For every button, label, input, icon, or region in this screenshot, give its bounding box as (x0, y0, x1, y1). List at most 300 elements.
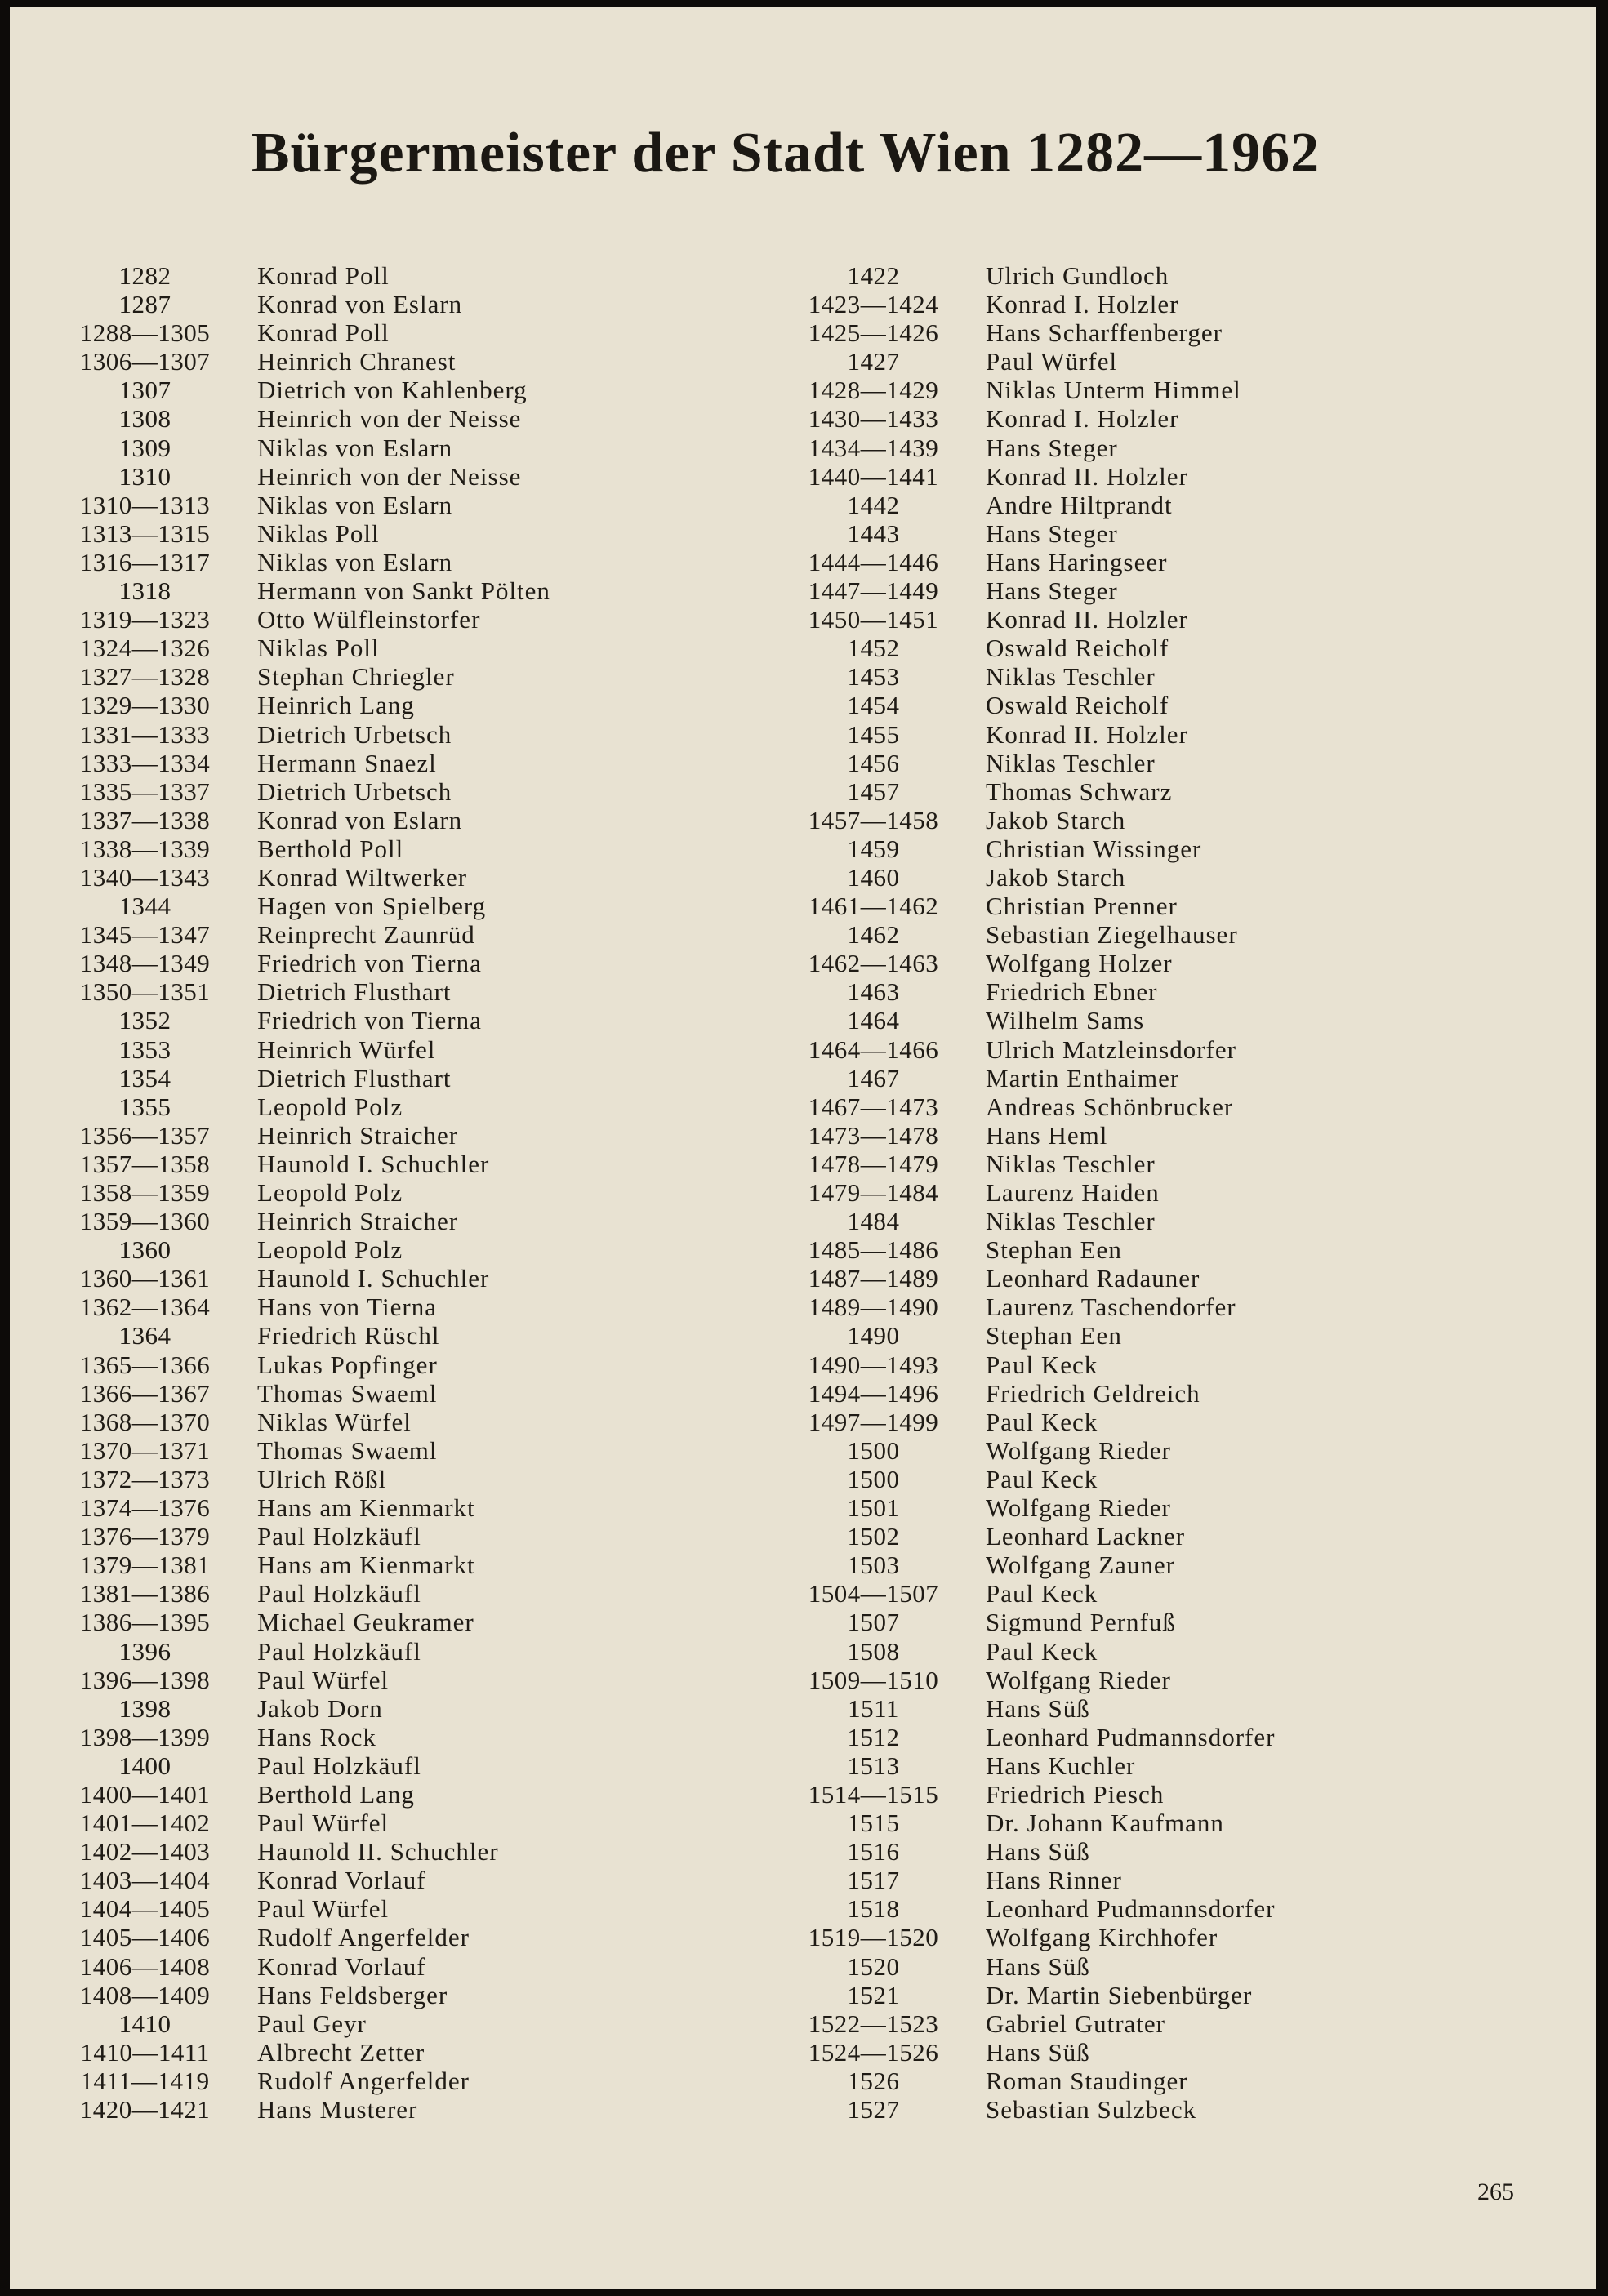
list-item (57, 404, 550, 433)
list-item (786, 290, 1275, 318)
term-years: 1333—1334 (79, 748, 211, 777)
list-item (57, 777, 550, 806)
term-years: 1430—1433 (808, 404, 939, 434)
list-item (57, 1866, 550, 1894)
term-years: 1511 (848, 1693, 899, 1723)
list-item (786, 806, 1275, 834)
list-item (786, 1350, 1275, 1379)
term-years: 1327—1328 (79, 662, 211, 692)
list-item (57, 605, 550, 634)
list-item (57, 1923, 550, 1951)
term-years: 1467 (847, 1063, 900, 1092)
mayor-name: Gabriel Gutrater (986, 2009, 1165, 2038)
term-years: 1461—1462 (808, 892, 939, 921)
list-item (786, 347, 1275, 376)
mayor-name: Dietrich Urbetsch (257, 719, 452, 749)
mayor-name: Hans Rock (257, 1722, 376, 1751)
term-years: 1396 (118, 1636, 171, 1666)
term-years: 1420—1421 (79, 2095, 211, 2124)
term-years: 1515 (847, 1809, 900, 1838)
mayor-name: Sebastian Ziegelhauser (986, 920, 1238, 950)
term-years: 1365—1366 (79, 1350, 211, 1379)
list-item (786, 548, 1275, 576)
mayor-name: Wolfgang Rieder (986, 1665, 1171, 1694)
term-years: 1464 (847, 1006, 900, 1035)
mayor-name: Niklas Poll (257, 634, 380, 663)
term-years: 1507 (847, 1608, 900, 1637)
term-years: 1335—1337 (79, 776, 211, 806)
list-item (57, 1235, 550, 1264)
mayor-name: Paul Holzkäufl (257, 1751, 421, 1780)
mayor-name: Sebastian Sulzbeck (986, 2095, 1197, 2124)
term-years: 1487—1489 (808, 1264, 939, 1293)
term-years: 1478—1479 (808, 1149, 939, 1178)
mayor-name: Hans Steger (986, 576, 1118, 606)
term-years: 1513 (847, 1751, 900, 1780)
list-item (57, 1694, 550, 1723)
term-years: 1423—1424 (808, 290, 939, 319)
term-years: 1348—1349 (79, 949, 211, 978)
mayor-name: Friedrich von Tierna (257, 1006, 482, 1035)
term-years: 1484 (847, 1207, 900, 1236)
list-item (57, 1894, 550, 1923)
list-item (57, 576, 550, 605)
mayor-name: Friedrich Rüschl (257, 1321, 440, 1350)
mayor-name: Dietrich Urbetsch (257, 776, 452, 806)
mayor-name: Heinrich Chranest (257, 347, 457, 376)
mayor-name: Hans am Kienmarkt (257, 1493, 475, 1523)
list-item (786, 1981, 1275, 2009)
mayor-name: Konrad Vorlauf (257, 1951, 426, 1981)
list-item (57, 2038, 550, 2067)
term-years: 1310 (118, 461, 171, 491)
term-years: 1368—1370 (79, 1407, 211, 1436)
term-years: 1443 (847, 518, 900, 548)
mayor-name: Friedrich Piesch (986, 1779, 1165, 1809)
mayor-name: Jakob Starch (986, 862, 1126, 892)
term-years: 1444—1446 (808, 547, 939, 576)
term-years: 1324—1326 (79, 634, 211, 663)
mayor-name: Hermann Snaezl (257, 748, 437, 777)
mayor-name: Paul Holzkäufl (257, 1636, 421, 1666)
list-item (57, 1751, 550, 1780)
term-years: 1519—1520 (808, 1923, 939, 1952)
mayor-name: Konrad von Eslarn (257, 805, 463, 834)
term-years: 1500 (847, 1464, 900, 1493)
list-item (786, 1579, 1275, 1608)
list-item (786, 1121, 1275, 1150)
term-years: 1376—1379 (79, 1522, 211, 1551)
term-years: 1494—1496 (808, 1378, 939, 1408)
list-item (57, 2009, 550, 2038)
term-years: 1316—1317 (79, 547, 211, 576)
term-years: 1504—1507 (808, 1579, 939, 1609)
term-years: 1410 (118, 2009, 171, 2038)
list-item (786, 1408, 1275, 1436)
term-years: 1457—1458 (808, 805, 939, 834)
list-item (786, 863, 1275, 892)
mayor-name: Jakob Starch (986, 805, 1126, 834)
term-years: 1307 (118, 376, 171, 405)
mayor-name: Heinrich von der Neisse (257, 404, 522, 434)
mayor-name: Heinrich Lang (257, 691, 415, 720)
mayor-name: Leonhard Pudmannsdorfer (986, 1894, 1276, 1924)
term-years: 1372—1373 (79, 1464, 211, 1493)
term-years: 1340—1343 (79, 862, 211, 892)
mayor-name: Paul Würfel (257, 1665, 390, 1694)
mayor-name: Niklas von Eslarn (257, 490, 453, 519)
mayor-name: Konrad II. Holzler (986, 605, 1188, 634)
list-item (57, 863, 550, 892)
mayor-name: Niklas Unterm Himmel (986, 376, 1241, 405)
mayor-name: Roman Staudinger (986, 2066, 1188, 2095)
list-item (57, 892, 550, 920)
mayor-name: Dietrich Flusthart (257, 977, 452, 1007)
list-item (57, 1579, 550, 1608)
term-years: 1459 (847, 834, 900, 863)
term-years: 1401—1402 (79, 1809, 211, 1838)
mayor-name: Hans Musterer (257, 2095, 418, 2124)
list-item (786, 977, 1275, 1006)
mayor-name: Wolfgang Rieder (986, 1435, 1171, 1465)
list-item (786, 777, 1275, 806)
list-item (57, 1350, 550, 1379)
mayor-name: Paul Keck (986, 1350, 1098, 1379)
list-item (57, 1035, 550, 1064)
list-item (786, 1894, 1275, 1923)
term-years: 1357—1358 (79, 1149, 211, 1178)
mayor-name: Paul Holzkäufl (257, 1579, 421, 1609)
term-years: 1485—1486 (808, 1235, 939, 1265)
list-item (786, 1150, 1275, 1178)
mayor-name: Wilhelm Sams (986, 1006, 1145, 1035)
mayor-name: Niklas Teschler (986, 748, 1156, 777)
term-years: 1489—1490 (808, 1293, 939, 1322)
term-years: 1442 (847, 490, 900, 519)
mayor-name: Heinrich Würfel (257, 1035, 436, 1064)
mayor-name: Heinrich Straicher (257, 1207, 459, 1236)
list-item (786, 1436, 1275, 1465)
term-years: 1456 (847, 748, 900, 777)
term-years: 1306—1307 (79, 347, 211, 376)
list-item (57, 806, 550, 834)
mayor-name: Paul Würfel (986, 347, 1118, 376)
mayor-name: Albrecht Zetter (257, 2037, 425, 2067)
mayor-name: Paul Würfel (257, 1809, 390, 1838)
list-item (57, 347, 550, 376)
term-years: 1479—1484 (808, 1178, 939, 1207)
list-item (786, 1866, 1275, 1894)
mayor-name: Niklas von Eslarn (257, 547, 453, 576)
page-title: Bürgermeister der Stadt Wien 1282—1962 (251, 122, 1321, 185)
term-years: 1405—1406 (79, 1923, 211, 1952)
list-item (57, 920, 550, 949)
mayor-name: Andreas Schönbrucker (986, 1092, 1234, 1121)
list-item (786, 576, 1275, 605)
mayor-name: Paul Geyr (257, 2009, 367, 2038)
list-item (786, 1923, 1275, 1951)
list-item (57, 977, 550, 1006)
term-years: 1473—1478 (808, 1120, 939, 1150)
term-years: 1354 (118, 1063, 171, 1092)
mayor-name: Hans Feldsberger (257, 1980, 448, 2009)
list-item (57, 1637, 550, 1666)
term-years: 1337—1338 (79, 805, 211, 834)
mayor-name: Michael Geukramer (257, 1608, 474, 1637)
mayor-name: Thomas Schwarz (986, 776, 1173, 806)
term-years: 1455 (847, 719, 900, 749)
mayor-name: Leopold Polz (257, 1178, 403, 1207)
list-item (786, 1637, 1275, 1666)
mayor-name: Ulrich Gundloch (986, 261, 1169, 290)
list-item (786, 1522, 1275, 1551)
term-years: 1386—1395 (79, 1608, 211, 1637)
list-item (57, 548, 550, 576)
term-years: 1454 (847, 691, 900, 720)
list-item (57, 749, 550, 777)
term-years: 1370—1371 (79, 1435, 211, 1465)
list-item (786, 2009, 1275, 2038)
term-years: 1287 (118, 290, 171, 319)
list-item (786, 2067, 1275, 2095)
mayor-name: Oswald Reicholf (986, 691, 1169, 720)
mayor-name: Martin Enthaimer (986, 1063, 1180, 1092)
list-item (57, 519, 550, 548)
term-years: 1514—1515 (808, 1779, 939, 1809)
list-item (57, 662, 550, 691)
term-years: 1521 (847, 1980, 900, 2009)
list-item (786, 634, 1275, 662)
term-years: 1360 (118, 1235, 171, 1265)
mayor-name: Berthold Poll (257, 834, 404, 863)
term-years: 1422 (847, 261, 900, 290)
mayor-name: Leonhard Lackner (986, 1522, 1186, 1551)
mayor-name: Dr. Martin Siebenbürger (986, 1980, 1253, 2009)
list-item (57, 1379, 550, 1408)
term-years: 1520 (847, 1951, 900, 1981)
mayor-name: Hans Heml (986, 1120, 1108, 1150)
list-item (786, 1465, 1275, 1493)
term-years: 1463 (847, 977, 900, 1007)
list-item (786, 1493, 1275, 1522)
mayor-name: Paul Würfel (257, 1894, 390, 1924)
mayor-name: Hagen von Spielberg (257, 892, 487, 921)
term-years: 1518 (847, 1894, 900, 1924)
list-item (786, 376, 1275, 404)
mayor-name: Otto Wülfleinstorfer (257, 605, 481, 634)
term-years: 1355 (118, 1092, 171, 1121)
list-item (57, 290, 550, 318)
mayor-name: Oswald Reicholf (986, 634, 1169, 663)
term-years: 1308 (118, 404, 171, 434)
mayor-name: Haunold I. Schuchler (257, 1149, 490, 1178)
list-item (786, 1608, 1275, 1636)
term-years: 1350—1351 (79, 977, 211, 1007)
list-item (57, 1465, 550, 1493)
list-item (786, 1780, 1275, 1809)
list-item (786, 920, 1275, 949)
list-item (786, 1035, 1275, 1064)
list-item (786, 1809, 1275, 1837)
list-item (57, 1780, 550, 1809)
mayor-name: Hans von Tierna (257, 1293, 437, 1322)
list-item (786, 404, 1275, 433)
mayor-name: Niklas Teschler (986, 1149, 1156, 1178)
list-item (57, 1981, 550, 2009)
list-item (786, 1694, 1275, 1723)
term-years: 1345—1347 (79, 920, 211, 950)
list-item (57, 1493, 550, 1522)
term-years: 1309 (118, 433, 171, 462)
mayor-name: Konrad von Eslarn (257, 290, 463, 319)
list-item (786, 1723, 1275, 1751)
list-item (57, 1006, 550, 1035)
term-years: 1360—1361 (79, 1264, 211, 1293)
mayor-name: Ulrich Rößl (257, 1464, 387, 1493)
list-item (57, 720, 550, 749)
term-years: 1379—1381 (79, 1551, 211, 1580)
mayor-name: Thomas Swaeml (257, 1378, 438, 1408)
mayor-name: Hans Haringseer (986, 547, 1168, 576)
term-years: 1374—1376 (79, 1493, 211, 1523)
term-years: 1396—1398 (79, 1665, 211, 1694)
list-item (57, 1150, 550, 1178)
list-item (57, 1522, 550, 1551)
mayor-name: Paul Keck (986, 1407, 1098, 1436)
list-item (786, 1235, 1275, 1264)
list-item (57, 1952, 550, 1981)
term-years: 1440—1441 (808, 461, 939, 491)
mayor-name: Christian Prenner (986, 892, 1178, 921)
mayor-name: Hermann von Sankt Pölten (257, 576, 550, 606)
term-years: 1500 (847, 1435, 900, 1465)
list-item (786, 1092, 1275, 1121)
list-item (57, 1837, 550, 1866)
mayor-name: Haunold I. Schuchler (257, 1264, 490, 1293)
list-item (786, 434, 1275, 462)
term-years: 1524—1526 (808, 2037, 939, 2067)
term-years: 1462 (847, 920, 900, 950)
mayor-name: Leonhard Radauner (986, 1264, 1200, 1293)
mayor-name: Niklas von Eslarn (257, 433, 453, 462)
term-years: 1403—1404 (79, 1866, 211, 1895)
term-years: 1408—1409 (79, 1980, 211, 2009)
list-item (57, 1608, 550, 1636)
term-years: 1497—1499 (808, 1407, 939, 1436)
mayor-name: Hans am Kienmarkt (257, 1551, 475, 1580)
term-years: 1452 (847, 634, 900, 663)
list-item (57, 1666, 550, 1694)
list-item (786, 1006, 1275, 1035)
term-years: 1516 (847, 1837, 900, 1867)
term-years: 1450—1451 (808, 605, 939, 634)
mayor-name: Sigmund Pernfuß (986, 1608, 1176, 1637)
term-years: 1411—1419 (80, 2066, 210, 2095)
mayor-name: Stephan Chriegler (257, 662, 455, 692)
mayor-name: Paul Holzkäufl (257, 1522, 421, 1551)
term-years: 1352 (118, 1006, 171, 1035)
mayor-list-left (57, 261, 550, 2124)
mayor-name: Paul Keck (986, 1636, 1098, 1666)
mayor-name: Niklas Teschler (986, 1207, 1156, 1236)
mayor-name: Dietrich von Kahlenberg (257, 376, 528, 405)
term-years: 1313—1315 (79, 518, 211, 548)
mayor-name: Paul Keck (986, 1579, 1098, 1609)
mayor-name: Konrad Vorlauf (257, 1866, 426, 1895)
mayor-name: Jakob Dorn (257, 1693, 383, 1723)
term-years: 1434—1439 (808, 433, 939, 462)
list-item (786, 2095, 1275, 2124)
mayor-name: Niklas Teschler (986, 662, 1156, 692)
list-item (57, 1321, 550, 1350)
mayor-name: Paul Keck (986, 1464, 1098, 1493)
mayor-name: Laurenz Taschendorfer (986, 1293, 1236, 1322)
term-years: 1462—1463 (808, 949, 939, 978)
term-years: 1400 (118, 1751, 171, 1780)
list-item (57, 834, 550, 863)
term-years: 1428—1429 (808, 376, 939, 405)
list-item (786, 1379, 1275, 1408)
list-item (57, 434, 550, 462)
term-years: 1503 (847, 1551, 900, 1580)
term-years: 1490—1493 (808, 1350, 939, 1379)
term-years: 1329—1330 (79, 691, 211, 720)
term-years: 1410—1411 (80, 2037, 210, 2067)
term-years: 1467—1473 (808, 1092, 939, 1121)
list-item (786, 1551, 1275, 1579)
mayor-name: Dr. Johann Kaufmann (986, 1809, 1224, 1838)
list-item (786, 1321, 1275, 1350)
list-item (57, 1092, 550, 1121)
list-item (786, 662, 1275, 691)
list-item (57, 1551, 550, 1579)
mayor-name: Hans Süß (986, 1951, 1090, 1981)
term-years: 1353 (118, 1035, 171, 1064)
mayor-name: Christian Wissinger (986, 834, 1202, 863)
term-years: 1527 (847, 2095, 900, 2124)
mayor-name: Leonhard Pudmannsdorfer (986, 1722, 1276, 1751)
term-years: 1509—1510 (808, 1665, 939, 1694)
mayor-list-right (786, 261, 1275, 2124)
mayor-name: Leopold Polz (257, 1092, 403, 1121)
list-item (786, 318, 1275, 347)
list-item (786, 2038, 1275, 2067)
term-years: 1460 (847, 862, 900, 892)
document-page (10, 7, 1596, 2289)
mayor-name: Stephan Een (986, 1235, 1122, 1265)
mayor-name: Hans Süß (986, 1837, 1090, 1867)
list-item (57, 462, 550, 491)
term-years: 1318 (118, 576, 171, 606)
list-item (57, 949, 550, 977)
mayor-name: Haunold II. Schuchler (257, 1837, 499, 1867)
list-item (786, 1666, 1275, 1694)
mayor-name: Konrad Poll (257, 318, 390, 348)
mayor-name: Konrad Wiltwerker (257, 862, 468, 892)
list-item (57, 1178, 550, 1207)
term-years: 1310—1313 (79, 490, 211, 519)
list-item (786, 1178, 1275, 1207)
mayor-name: Hans Süß (986, 2037, 1090, 2067)
list-item (57, 1723, 550, 1751)
term-years: 1464—1466 (808, 1035, 939, 1064)
mayor-name: Hans Steger (986, 433, 1118, 462)
mayor-name: Hans Steger (986, 518, 1118, 548)
term-years: 1331—1333 (79, 719, 211, 749)
list-item (57, 318, 550, 347)
mayor-name: Hans Rinner (986, 1866, 1122, 1895)
term-years: 1282 (118, 261, 171, 290)
